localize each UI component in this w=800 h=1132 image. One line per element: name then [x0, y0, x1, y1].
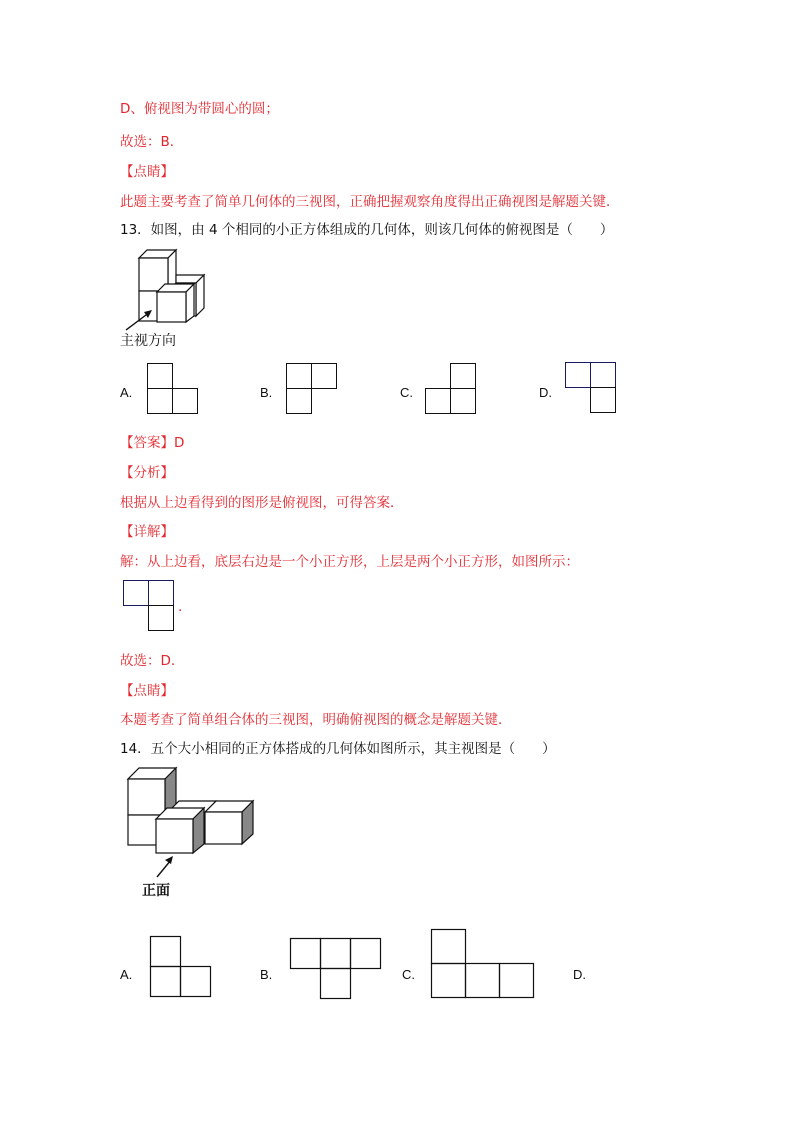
q13-option-c-figure — [425, 363, 479, 416]
q13-option-a-label: A. — [120, 385, 133, 400]
q14-option-a-figure — [150, 936, 214, 1000]
q12-option-d: D、俯视图为带圆心的圆； — [120, 101, 279, 117]
q14-stem: 14．五个大小相同的正方体搭成的几何体如图所示，其主视图是（ ） — [120, 741, 556, 757]
q13-analysis-text: 根据从上边看得到的图形是俯视图，可得答案． — [120, 495, 404, 511]
q13-detail-dot: . — [178, 599, 183, 615]
q13-detail-figure — [123, 580, 177, 634]
q13-detail-text: 解：从上边看，底层右边是一个小正方形，上层是两个小正方形，如图所示： — [120, 554, 579, 570]
q14-figure-caption: 正面 — [142, 883, 170, 899]
q13-dianjing-tag: 【点睛】 — [120, 683, 174, 699]
q13-figure-caption: 主视方向 — [120, 333, 176, 349]
q13-analysis-tag: 【分析】 — [120, 465, 174, 481]
q14-option-b-label: B. — [260, 967, 273, 982]
q13-option-d-label: D. — [539, 385, 552, 400]
q12-dianjing-text: 此题主要考查了简单几何体的三视图，正确把握观察角度得出正确视图是解题关键． — [120, 194, 620, 210]
q12-dianjing-tag: 【点睛】 — [120, 164, 174, 180]
q14-solid-figure — [127, 767, 267, 877]
q14-option-d-label: D. — [573, 967, 586, 982]
q13-option-b-label: B. — [260, 385, 273, 400]
q14-option-b-figure — [290, 938, 386, 1002]
q12-choice: 故选：B． — [120, 134, 184, 150]
q13-option-d-figure — [565, 362, 619, 416]
q13-choice: 故选：D． — [120, 653, 185, 669]
q13-stem: 13．如图，由 4 个相同的小正方体组成的几何体，则该几何体的俯视图是（ ） — [120, 222, 614, 238]
q13-dianjing-text: 本题考查了简单组合体的三视图，明确俯视图的概念是解题关键． — [120, 712, 512, 728]
q13-option-a-figure — [147, 363, 201, 416]
q13-detail-tag: 【详解】 — [120, 524, 174, 540]
q14-option-c-label: C. — [402, 967, 415, 982]
q14-option-a-label: A. — [120, 967, 133, 982]
q14-option-c-figure — [431, 929, 541, 1001]
q13-option-c-label: C. — [400, 385, 413, 400]
q13-answer: 【答案】D — [120, 435, 185, 451]
q13-option-b-figure — [286, 363, 340, 416]
